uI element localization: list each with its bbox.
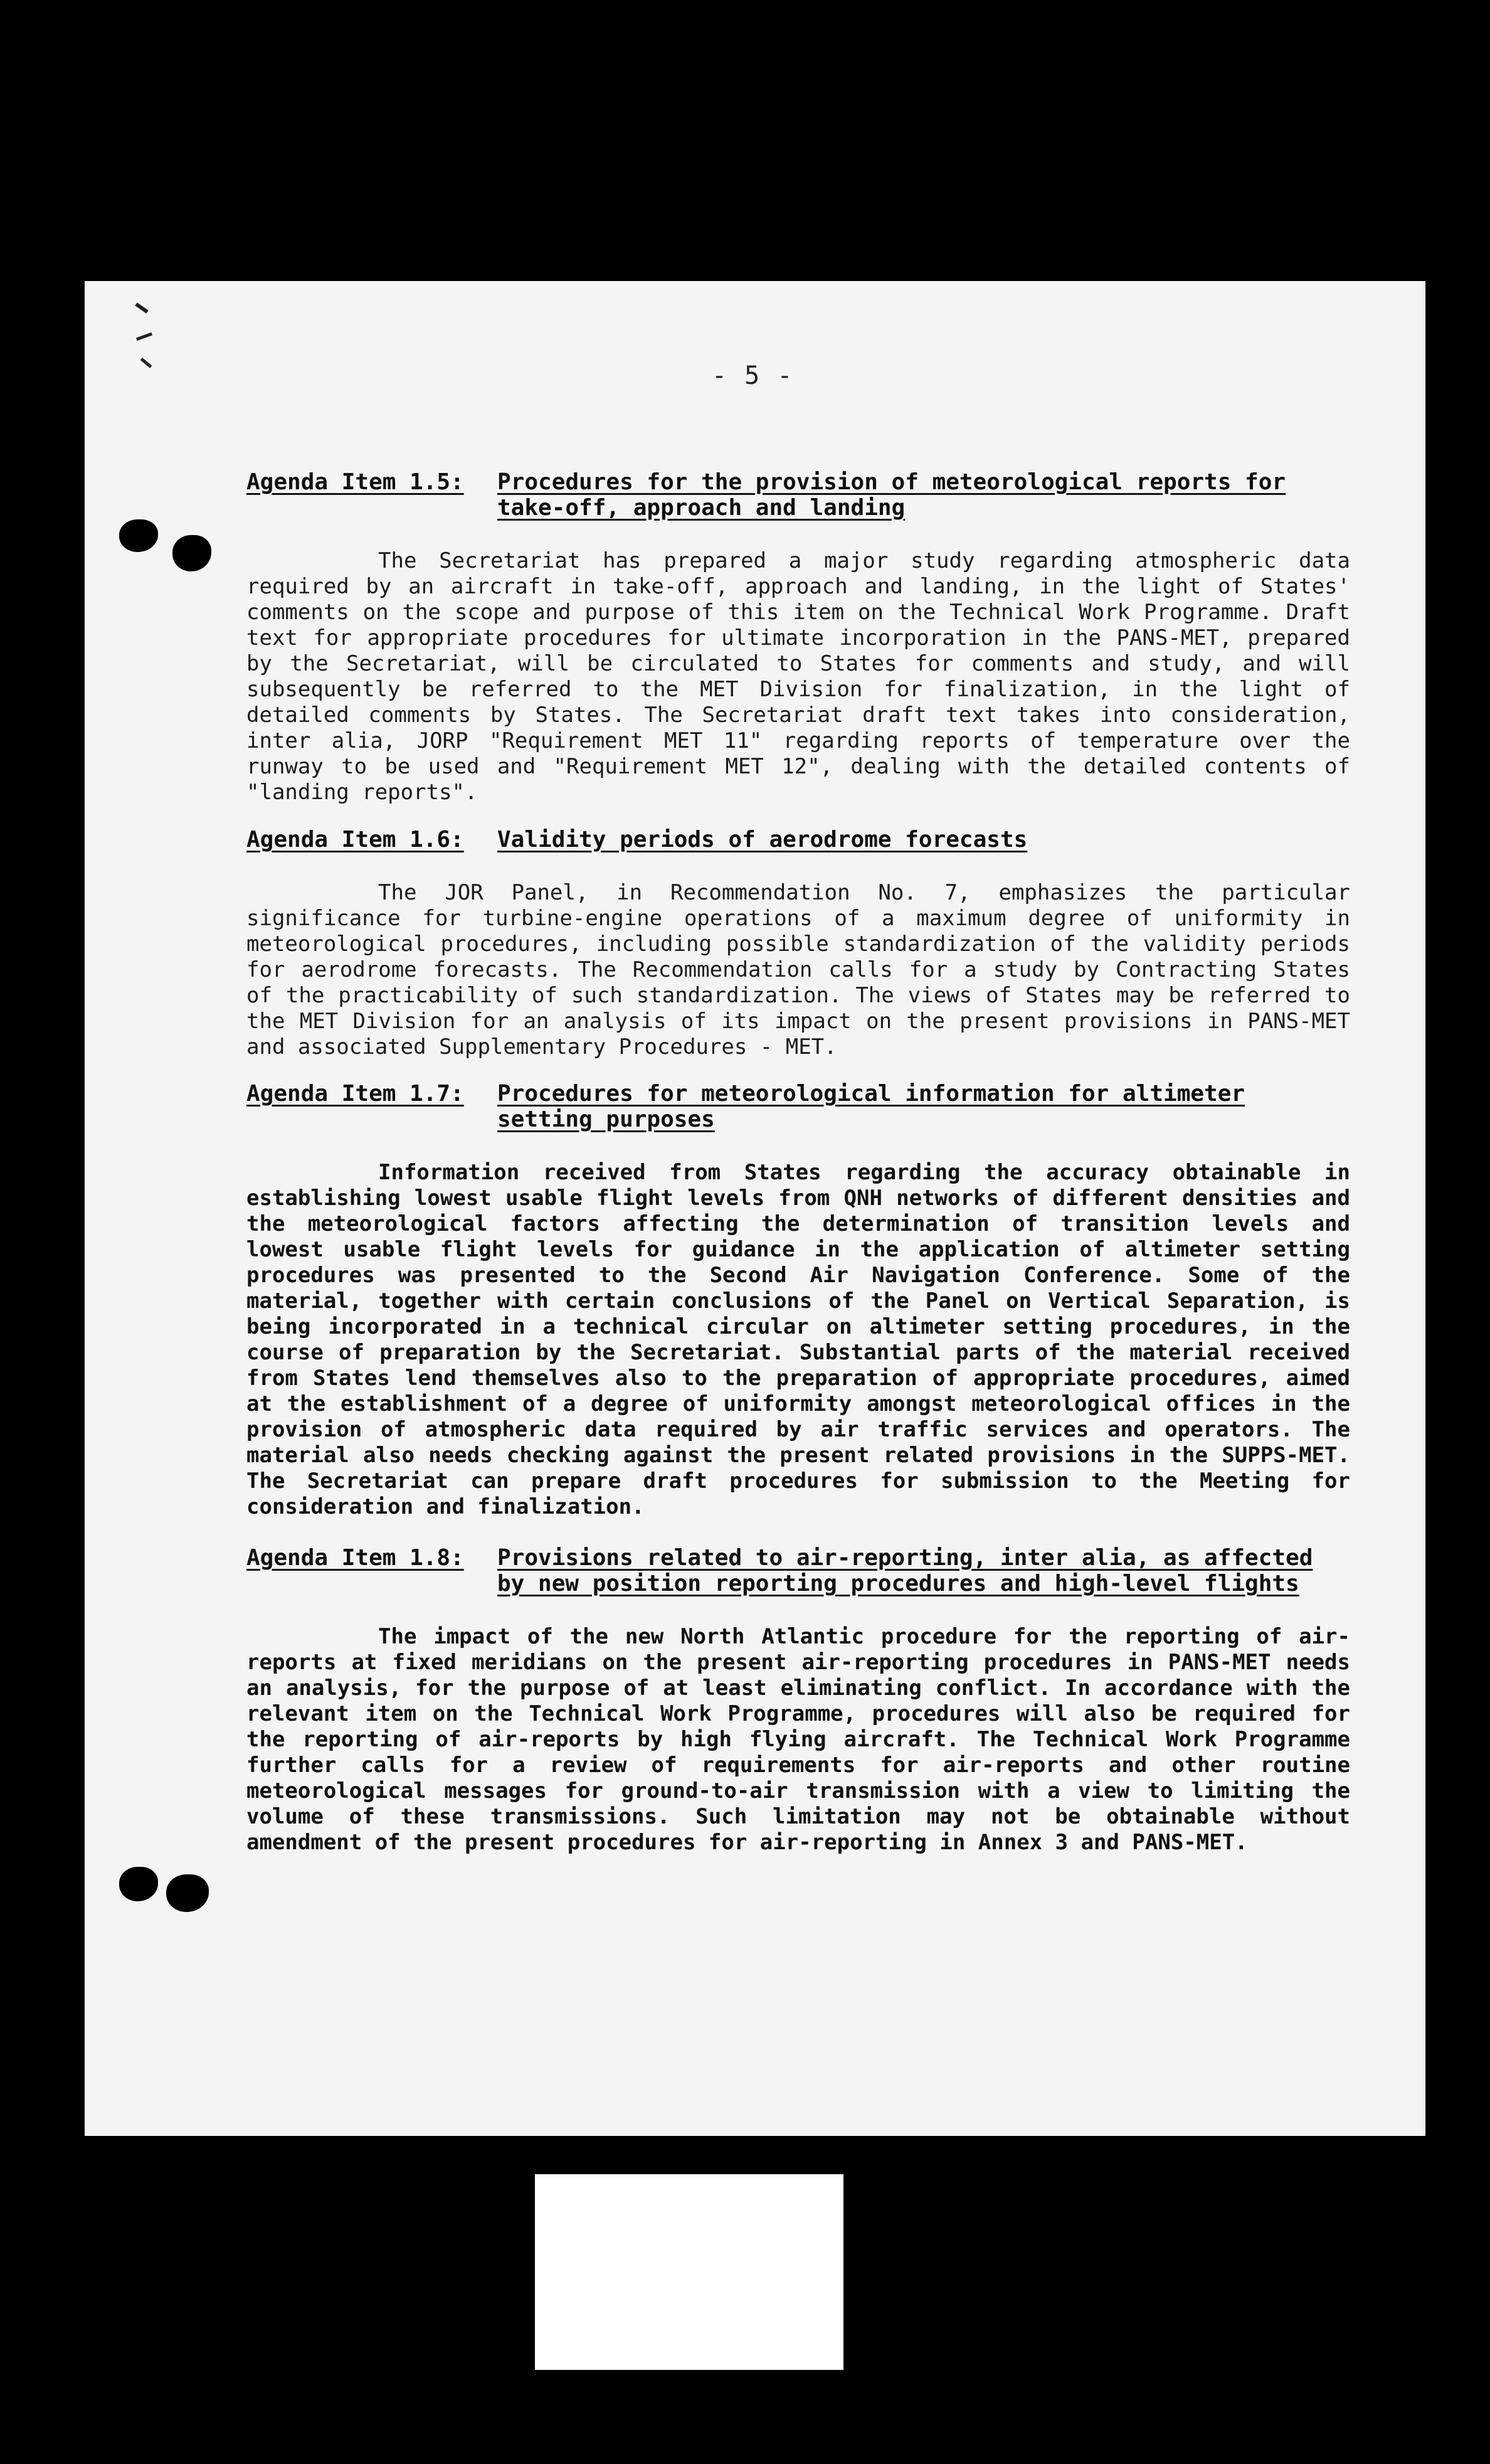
punch-hole bbox=[119, 519, 158, 552]
agenda-item-body: The impact of the new North Atlantic procedure for the reporting of air-reports at fixed meridians on the present air-reporting procedures in PANS-MET needs an analysis, for the purpose of at least eliminating conflict. In accordance with the relevant item on the Technical Work Programme, procedures will also be required for the reporting of air-reports by high flying aircraft. The Technical Work Programme further calls for a review of requirements for air-reports and other routine meteorological messages for ground-to-air transmission with a view to limiting the volume of these transmissions. Such limitation may not be obtainable without amendment of the present procedures for air-reporting in Annex 3 and PANS-MET. bbox=[246, 1624, 1350, 1855]
agenda-item-title: Validity periods of aerodrome forecasts bbox=[497, 827, 1028, 852]
staple-mark bbox=[136, 332, 152, 341]
agenda-item-title: Provisions related to air-reporting, inter alia, as affected by new position reporting procedures and high-level flights bbox=[497, 1545, 1313, 1596]
agenda-item-body: The Secretariat has prepared a major study regarding atmospheric data required by an aircraft in take-off, approach and landing, in the light of States' comments on the scope and purpose of this item on the Technical Work Programme. Draft text for appropriate procedures for ultimate incorporation in the PANS-MET, prepared by the Secretariat, will be circulated to States for comments and study, and will subsequently be referred to the MET Division for finalization, in the light of detailed comments by States. The Secretariat draft text takes into consideration, inter alia, JORP "Requirement MET 11" regarding reports of temperature over the runway to be used and "Requirement MET 12", dealing with the detailed contents of "landing reports". bbox=[246, 548, 1350, 805]
staple-mark bbox=[140, 358, 152, 368]
staple-mark bbox=[135, 302, 148, 314]
agenda-heading bbox=[246, 1545, 1450, 1596]
scan-target-card bbox=[535, 2174, 843, 2370]
document-page bbox=[85, 281, 1425, 2136]
punch-hole bbox=[172, 535, 211, 571]
agenda-item-1-7 bbox=[246, 1081, 1450, 1520]
agenda-item-label: Agenda Item 1.6: bbox=[246, 827, 464, 852]
agenda-item-label: Agenda Item 1.5: bbox=[246, 469, 464, 495]
agenda-item-label: Agenda Item 1.7: bbox=[246, 1081, 464, 1107]
agenda-heading bbox=[246, 827, 1450, 852]
page-number: - 5 - bbox=[712, 361, 794, 390]
punch-hole bbox=[119, 1867, 158, 1901]
agenda-item-title: Procedures for the provision of meteorological reports for take-off, approach and landing bbox=[497, 469, 1286, 521]
agenda-item-1-5 bbox=[246, 469, 1450, 805]
agenda-item-1-6 bbox=[246, 827, 1450, 1060]
agenda-item-label: Agenda Item 1.8: bbox=[246, 1545, 464, 1571]
agenda-item-body: Information received from States regarding the accuracy obtainable in establishing lowest usable flight levels from QNH networks of different densities and the meteorological factors affecting the determination of transition levels and lowest usable flight levels for guidance in the application of altimeter setting procedures was presented to the Second Air Navigation Conference. Some of the material, together with certain conclusions of the Panel on Vertical Separation, is being incorporated in a technical circular on altimeter setting procedures, in the course of preparation by the Secretariat. Substantial parts of the material received from States lend themselves also to the preparation of appropriate procedures, aimed at the establishment of a degree of uniformity amongst meteorological offices in the provision of atmospheric data required by air traffic services and operators. The material also needs checking against the present related provisions in the SUPPS-MET. The Secretariat can prepare draft procedures for submission to the Meeting for consideration and finalization. bbox=[246, 1160, 1350, 1519]
punch-hole bbox=[166, 1874, 209, 1912]
agenda-item-1-8 bbox=[246, 1545, 1450, 1856]
agenda-heading bbox=[246, 469, 1450, 521]
agenda-item-title: Procedures for meteorological information for altimeter setting purposes bbox=[497, 1081, 1245, 1132]
agenda-item-body: The JOR Panel, in Recommendation No. 7, emphasizes the particular significance for turbine-engine operations of a maximum degree of uniformity in meteorological procedures, including possible standardization of the validity periods for aerodrome forecasts. The Recommendation calls for a study by Contracting States of the practicability of such standardization. The views of States may be referred to the MET Division for an analysis of its impact on the present provisions in PANS-MET and associated Supplementary Procedures - MET. bbox=[246, 880, 1350, 1059]
agenda-heading bbox=[246, 1081, 1450, 1132]
